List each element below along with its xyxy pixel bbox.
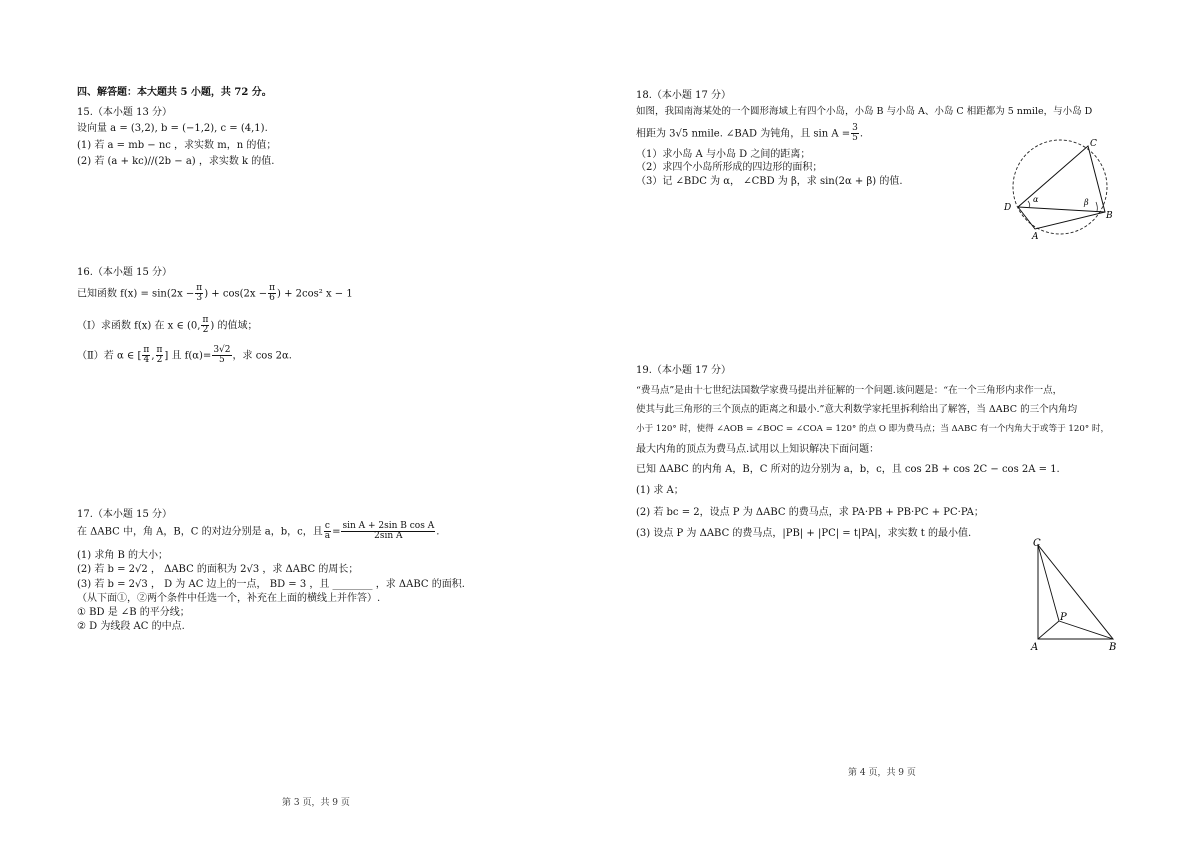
q15-line1: 设向量 a = (3,2), b = (−1,2), c = (4,1). (77, 123, 268, 134)
label-alpha: α (1033, 195, 1039, 204)
q17-line6: ① BD 是 ∠B 的平分线； (77, 607, 190, 618)
page-footer-3: 第 3 页，共 9 页 (282, 798, 350, 808)
q18-line5: （3）记 ∠BDC 为 α， ∠CBD 为 β，求 sin(2α + β) 的值. (636, 176, 903, 187)
q17-line4: (3) 若 b = 2√3 ， D 为 AC 边上的一点， BD = 3 ，且 ________ ，求 ΔABC 的面积. (77, 579, 465, 590)
q19-line3: 小于 120° 时，使得 ∠AOB = ∠BOC = ∠COA = 120° 的点 O 即为费马点；当 ΔABC 有一个内角大于或等于 120° 时， (636, 424, 1110, 434)
q19-line6: (1) 求 A； (636, 485, 684, 496)
q17-line1: 在 ΔABC 中，角 A，B，C 的对边分别是 a，b，c，且 $\frac{c}{a}$ = $\frac{\text{sin A + 2sin B cos A}}{\text{2sin A}}$ . (77, 521, 440, 542)
q18-title: 18.（本小题 17 分） (636, 90, 731, 101)
q18-line4: （2）求四个小岛所形成的四边形的面积； (636, 162, 823, 173)
q17-line3: (2) 若 b = 2√2 ， ΔABC 的面积为 2√3 ，求 ΔABC 的周长； (77, 564, 359, 575)
q19-line2: 使其与此三角形的三个顶点的距离之和最小.”意大利数学家托里拆利给出了解答，当 ΔABC 的三个内角均 (636, 404, 1078, 415)
q15-line2: (1) 若 a = mb − nc ，求实数 m，n 的值； (77, 140, 277, 151)
q15-title: 15.（本小题 13 分） (77, 107, 172, 118)
q19-line8: (3) 设点 P 为 ΔABC 的费马点，|PB| + |PC| = t|PA|，求实数 t 的最小值. (636, 528, 972, 539)
q15-line3: (2) 若 (a + kc)//(2b − a) ，求实数 k 的值. (77, 156, 275, 167)
label-d: D (1004, 203, 1012, 213)
label-beta: β (1084, 198, 1089, 207)
q16-line3: （Ⅱ）若 α ∈ [ $\frac{\pi}{4}$ , $\frac{\pi}{2}$ ] 且 f(α)= $\frac{3√2}{5}$ ，求 cos 2α. (77, 345, 292, 366)
label-p: P (1060, 612, 1067, 623)
quadrilateral-abcd (1018, 146, 1105, 229)
q18-line2: 相距为 3√5 nmile. ∠BAD 为钝角，且 sin A = $\frac{3}{5}$ . (636, 123, 864, 144)
q19-figure-fermat-point (1025, 535, 1125, 653)
q17-line2: (1) 求角 B 的大小； (77, 550, 169, 561)
diagonal-bd (1018, 207, 1105, 212)
q17-title: 17.（本小题 15 分） (77, 509, 172, 520)
q19-title: 19.（本小题 17 分） (636, 365, 731, 376)
q19-line7: (2) 若 bc = 2，设点 P 为 ΔABC 的费马点，求 PA·PB + PB·PC + PC·PA； (636, 507, 984, 518)
segment-pc (1038, 545, 1059, 621)
label-b: B (1106, 211, 1113, 221)
angle-beta-arc (1096, 202, 1097, 211)
segment-pa (1038, 621, 1059, 639)
label-a: A (1032, 232, 1039, 240)
angle-alpha-arc (1028, 201, 1030, 207)
q18-figure-circle-quadrilateral (1000, 135, 1120, 240)
q17-line7: ② D 为线段 AC 的中点. (77, 621, 185, 632)
segment-pb (1059, 621, 1113, 639)
q17-line5: （从下面①，②两个条件中任选一个，补充在上面的横线上并作答）. (77, 593, 381, 604)
q19-line4: 最大内角的顶点为费马点.试用以上知识解决下面问题： (636, 444, 880, 455)
q16-title: 16.（本小题 15 分） (77, 267, 172, 278)
q16-line2: （Ⅰ）求函数 f(x) 在 x ∈ (0, $\frac{\pi}{2}$ ) 的值域； (77, 315, 258, 336)
q16-line1: 已知函数 f(x) = sin(2x − $\frac{\pi}{3}$ ) + cos(2x − $\frac{\pi}{6}$ ) + 2cos² x − 1 (77, 283, 353, 304)
label-a: A (1031, 642, 1039, 653)
q19-line5: 已知 ΔABC 的内角 A，B，C 所对的边分别为 a，b，c，且 cos 2B + cos 2C − cos 2A = 1. (636, 464, 1060, 475)
label-c: C (1033, 538, 1041, 549)
q18-line1: 如图，我国南海某处的一个圆形海域上有四个小岛，小岛 B 与小岛 A、小岛 C 相距都为 5 nmile，与小岛 D (636, 106, 1093, 117)
q18-line3: （1）求小岛 A 与小岛 D 之间的距离； (636, 149, 811, 160)
page-footer-4: 第 4 页，共 9 页 (848, 768, 916, 778)
circumcircle (1013, 140, 1107, 234)
label-b: B (1109, 642, 1117, 653)
triangle-abc (1038, 545, 1113, 639)
label-c: C (1090, 139, 1097, 149)
q19-line1: “费马点”是由十七世纪法国数学家费马提出并征解的一个问题.该问题是：“在一个三角形内求作一点， (636, 385, 1063, 396)
section-header: 四、解答题：本大题共 5 小题，共 72 分。 (77, 87, 272, 98)
